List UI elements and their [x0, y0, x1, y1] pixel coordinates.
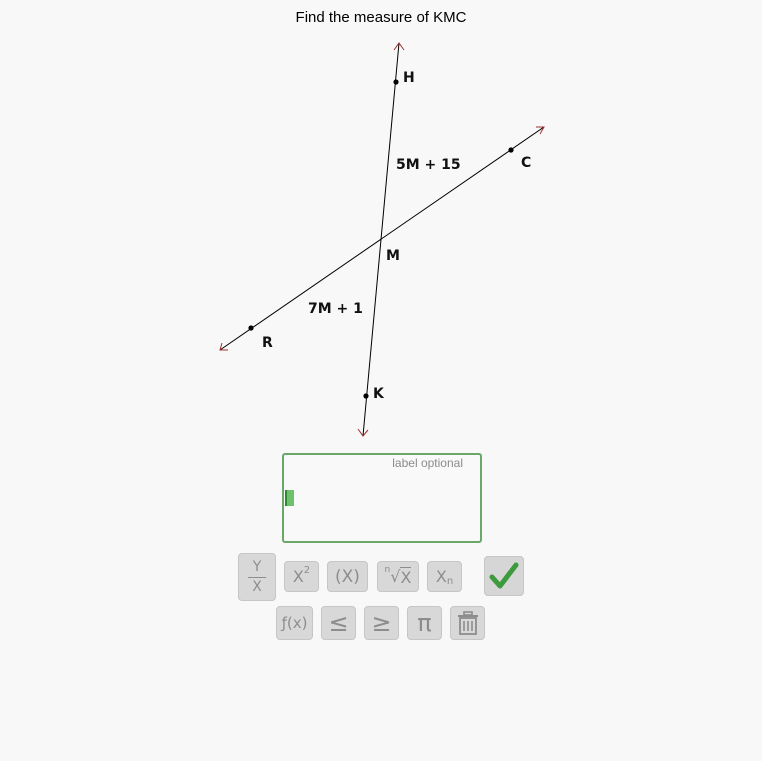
fraction-button[interactable] [238, 553, 276, 601]
function-label: ƒ(x) [281, 614, 308, 632]
square-base: X [292, 567, 304, 586]
parentheses-label: (X) [335, 566, 360, 587]
root-radicand: X [400, 567, 412, 587]
answer-input[interactable] [282, 453, 482, 543]
label-k: K [373, 386, 384, 402]
point-k [363, 393, 368, 398]
point-h [393, 79, 398, 84]
label-h: H [403, 70, 415, 86]
label-r: R [262, 335, 273, 351]
angle-label-lower: 7M + 1 [308, 301, 363, 317]
greater-equal-button[interactable] [364, 606, 399, 640]
parentheses-button[interactable] [327, 561, 368, 592]
point-r [248, 325, 253, 330]
subscript-index: n [446, 576, 454, 587]
fraction-bar [248, 577, 266, 578]
pi-label: π [417, 609, 432, 637]
less-equal-label: ≤ [328, 609, 349, 637]
fraction-top: Y [252, 558, 262, 575]
problem-prompt: Find the measure of KMC [295, 9, 467, 26]
label-c: C [521, 155, 532, 171]
point-c [508, 147, 513, 152]
radical-icon: √ [390, 567, 401, 586]
function-button[interactable] [276, 606, 313, 640]
line-rc [220, 127, 544, 350]
root-button[interactable] [377, 561, 419, 592]
less-equal-button[interactable] [321, 606, 356, 640]
subscript-base: X [435, 567, 447, 586]
check-icon [489, 562, 519, 590]
pi-button[interactable] [407, 606, 442, 640]
fraction-bottom: X [252, 578, 262, 595]
submit-button[interactable] [484, 556, 524, 596]
trash-icon [457, 611, 479, 635]
delete-button[interactable] [450, 606, 485, 640]
angle-label-upper: 5M + 15 [396, 157, 461, 173]
label-m: M [386, 248, 400, 264]
text-caret [285, 490, 294, 506]
square-exponent: 2 [303, 565, 311, 576]
subscript-button[interactable] [427, 561, 462, 592]
square-button[interactable] [284, 561, 319, 592]
root-index: n [384, 564, 391, 575]
greater-equal-label: ≥ [371, 609, 392, 637]
answer-placeholder: label optional [392, 456, 463, 470]
